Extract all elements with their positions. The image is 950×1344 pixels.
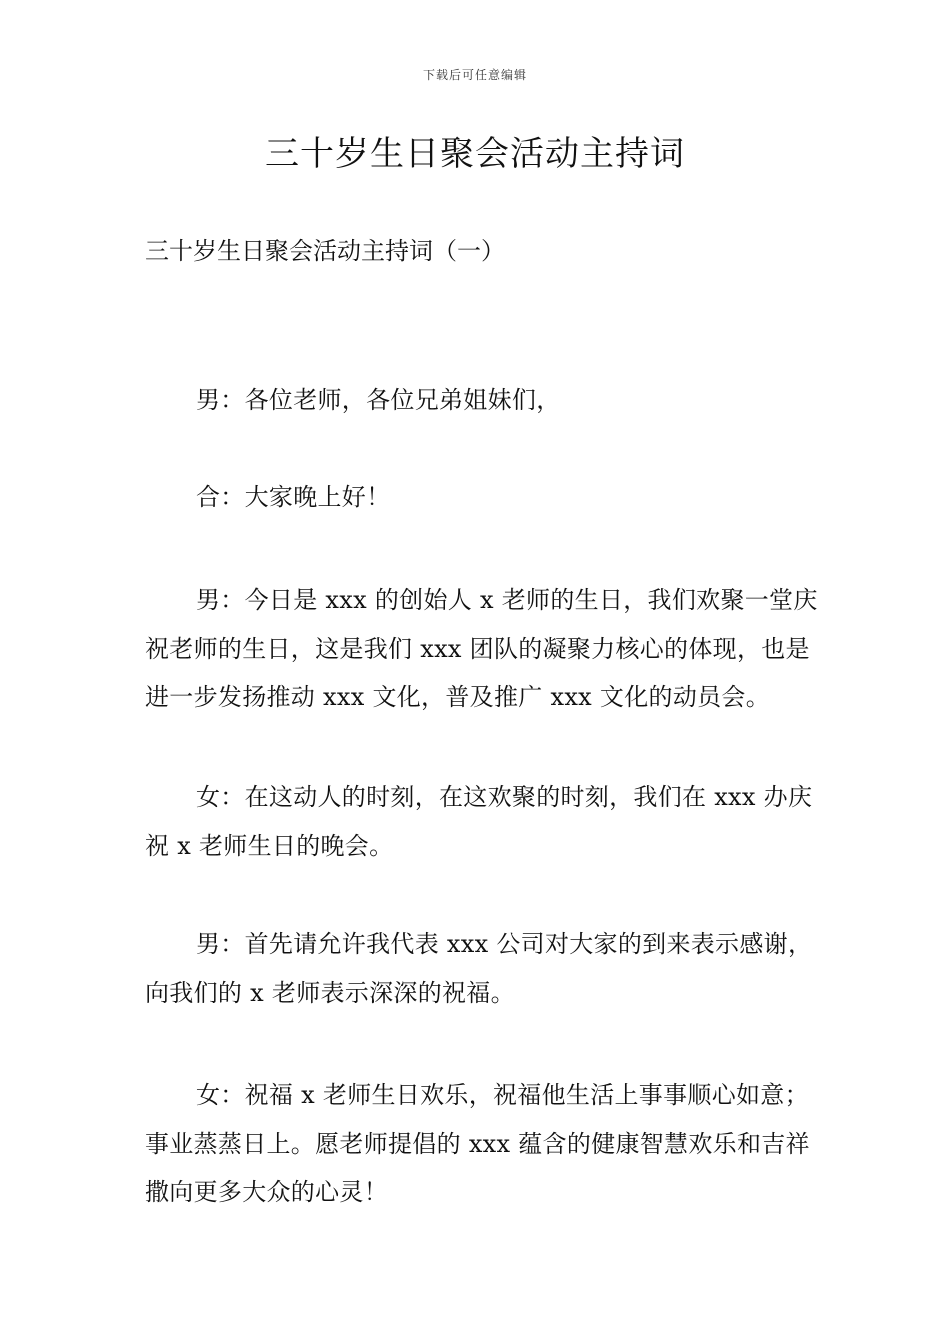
- paragraph-male-greeting: 男：各位老师，各位兄弟姐妹们，: [196, 386, 561, 414]
- page-header-note: 下载后可任意编辑: [422, 68, 527, 82]
- paragraph-male-thanks: 男：首先请允许我代表 xxx 公司对大家的到来表示感谢，向我们的 x 老师表示深深的祝福。: [145, 930, 813, 1007]
- section-subtitle: 三十岁生日聚会活动主持词（一）: [145, 237, 505, 265]
- paragraph-male-intro: 男：今日是 xxx 的创始人 x 老师的生日，我们欢聚一堂庆祝老师的生日，这是我们 xxx 团队的凝聚力核心的体现，也是进一步发扬推动 xxx 文化，普及推广 xxx 文化的动员会。: [145, 586, 818, 711]
- paragraph-female-moment: 女：在这动人的时刻，在这欢聚的时刻，我们在 xxx 办庆祝 x 老师生日的晚会。: [145, 783, 813, 860]
- paragraph-female-blessing: 女：祝福 x 老师生日欢乐，祝福他生活上事事顺心如意；事业蒸蒸日上。愿老师提倡的 xxx 蕴含的健康智慧欢乐和吉祥撒向更多大众的心灵！: [145, 1081, 810, 1206]
- document-title: 三十岁生日聚会活动主持词: [265, 134, 685, 174]
- paragraph-together-greeting: 合：大家晚上好！: [196, 483, 391, 511]
